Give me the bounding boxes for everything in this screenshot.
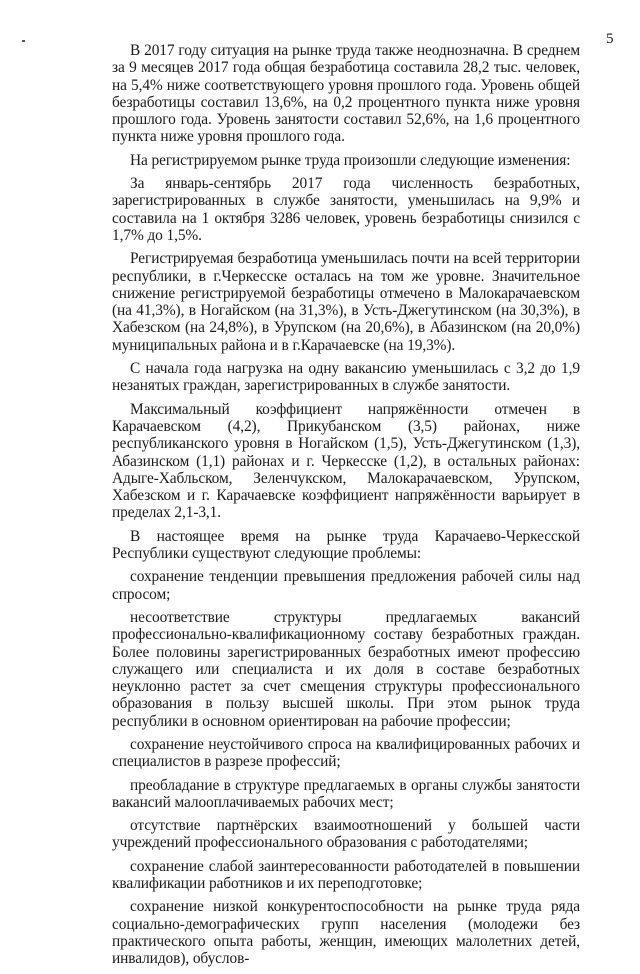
paragraph-2017-situation: В 2017 году ситуация на рынке труда также неоднозначна. В среднем за 9 месяцев 2017 года общая безработица составила 28,2 тыс. человек, на 5,4% ниже соответствующего уровня прошлого года. Уровень общей безработицы составил 13,6%, на 0,2 процентного пункта ниже уровня прошлого года. Уровень занятости составил 52,6%, на 1,6 процентного пункта ниже уровня прошлого года. (112, 42, 580, 146)
problem-item: сохранение низкой конкурентоспособности на рынке труда ряда социально-демографических групп населения (молодежи без практического опыта работы, женщин, имеющих малолетних детей, инвалидов), обуслов- (112, 898, 580, 968)
problem-item: отсутствие партнёрских взаимоотношений у большей части учреждений профессионального образования с работодателями; (112, 817, 580, 852)
paragraph-problems-intro: В настоящее время на рынке труда Карачаево-Черкесской Республики существуют следующие проблемы: (112, 527, 580, 563)
paragraph-regional-unemployment: Регистрируемая безработица уменьшилась почти на всей территории республики, в г.Черкесске осталась на том же уровне. Значительное снижение регистрируемой безработицы отмечено в Малокарачаевском (на 41,3%), в Ногайском (на 31,3%), в Усть-Джегутинском (на 30,3%), в Хабезском (на 24,8%), в Урупском (на 20,6%), в Абазинском (на 20,0%) муниципальных района и в г.Карачаевске (на 19,3%). (112, 250, 580, 354)
problem-item: сохранение неустойчивого спроса на квалифицированных рабочих и специалистов в разрезе профессий; (112, 735, 580, 771)
page-number: 5 (606, 31, 614, 47)
paragraph-vacancy-load: С начала года нагрузка на одну вакансию уменьшилась с 3,2 до 1,9 незанятых граждан, зарегистрированных в службе занятости. (112, 360, 580, 395)
document-body (112, 42, 580, 974)
problem-item: сохранение слабой заинтересованности работодателей в повышении квалификации работников и их переподготовке; (112, 857, 580, 893)
scan-mark (22, 40, 25, 42)
problem-item: сохранение тенденции превышения предложения рабочей силы над спросом; (112, 568, 580, 603)
problem-item: несоответствие структуры предлагаемых вакансий профессионально-квалификационному составу безработных граждан. Более половины зарегистрированных безработных имеют профессию служащего или специалиста и их доля в составе безработных неуклонно растет за счет смещения структуры профессионального образования в пользу высшей школы. При этом рынок труда республики в основном ориентирован на рабочие профессии; (112, 608, 580, 730)
problem-item: преобладание в структуре предлагаемых в органы службы занятости вакансий малооплачиваемых рабочих мест; (112, 776, 580, 811)
paragraph-registered-unemployed: За январь-сентябрь 2017 года численность безработных, зарегистрированных в службе занятости, уменьшилась на 9,9% и составила на 1 октября 3286 человек, уровень безработицы снизился с 1,7% до 1,5%. (112, 175, 580, 244)
paragraph-registered-market-intro: На регистрируемом рынке труда произошли следующие изменения: (130, 151, 571, 169)
paragraph-tension-coefficient: Максимальный коэффициент напряжённости отмечен в Карачаевском (4,2), Прикубанском (3,5) районах, ниже республиканского уровня в Ногайском (1,5), Усть-Джегутинском (1,3), Абазинском (1,1) районах и г. Черкесске (1,2), в остальных районах: Адыге-Хабльском, Зеленчукском, Малокарачаевском, Урупском, Хабезском и г. Карачаевске коэффициент напряжённости варьирует в пределах 2,1-3,1. (112, 400, 580, 522)
